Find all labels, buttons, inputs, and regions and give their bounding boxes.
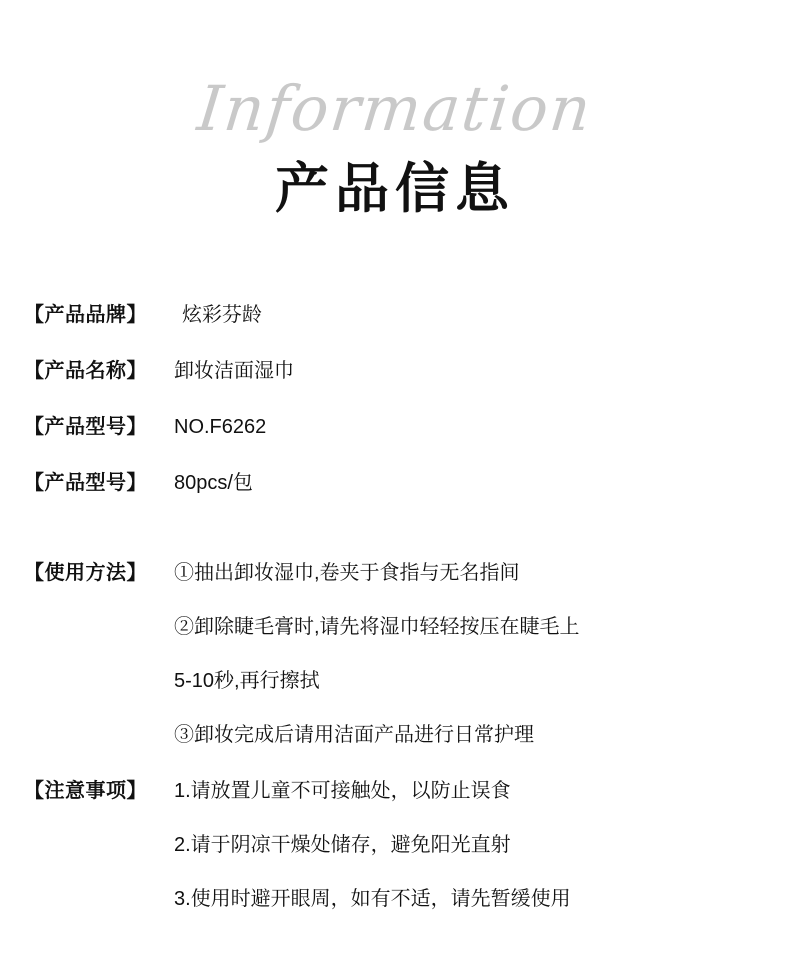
info-label-name: 【产品名称】 [24,360,147,382]
info-row-quantity [0,468,790,498]
info-value-usage [174,558,790,750]
information-list [0,300,790,940]
info-row-usage [0,558,790,750]
usage-line: ①抽出卸妆湿巾,卷夹于食指与无名指间 [174,562,520,584]
usage-line: ③卸妆完成后请用洁面产品进行日常护理 [174,724,534,746]
info-value-quantity: 80pcs/包 [174,472,253,494]
usage-line: 5-10秒,再行擦拭 [174,670,320,692]
info-label-usage: 【使用方法】 [24,562,147,584]
info-label-notes: 【注意事项】 [24,780,147,802]
info-label-brand: 【产品品牌】 [24,304,147,326]
decorative-script-title: Information [194,72,596,145]
info-value-notes [174,776,790,914]
info-row-notes [0,776,790,914]
info-label-model: 【产品型号】 [24,416,147,438]
page-title: 产品信息 [275,159,515,219]
note-line: 2.请于阴凉干燥处储存，避免阳光直射 [174,834,511,856]
info-row-name [0,356,790,386]
note-line: 1.请放置儿童不可接触处，以防止误食 [174,780,511,802]
note-line: 3.使用时避开眼周，如有不适，请先暂缓使用 [174,888,571,910]
info-value-model: NO.F6262 [174,416,267,438]
section-spacer [0,524,790,536]
info-row-brand [0,300,790,330]
info-label-quantity: 【产品型号】 [24,472,147,494]
page-header [0,0,790,250]
info-row-model [0,412,790,442]
usage-line: ②卸除睫毛膏时,请先将湿巾轻轻按压在睫毛上 [174,616,580,638]
info-value-brand: 炫彩芬龄 [182,304,262,326]
info-value-name: 卸妆洁面湿巾 [174,360,294,382]
